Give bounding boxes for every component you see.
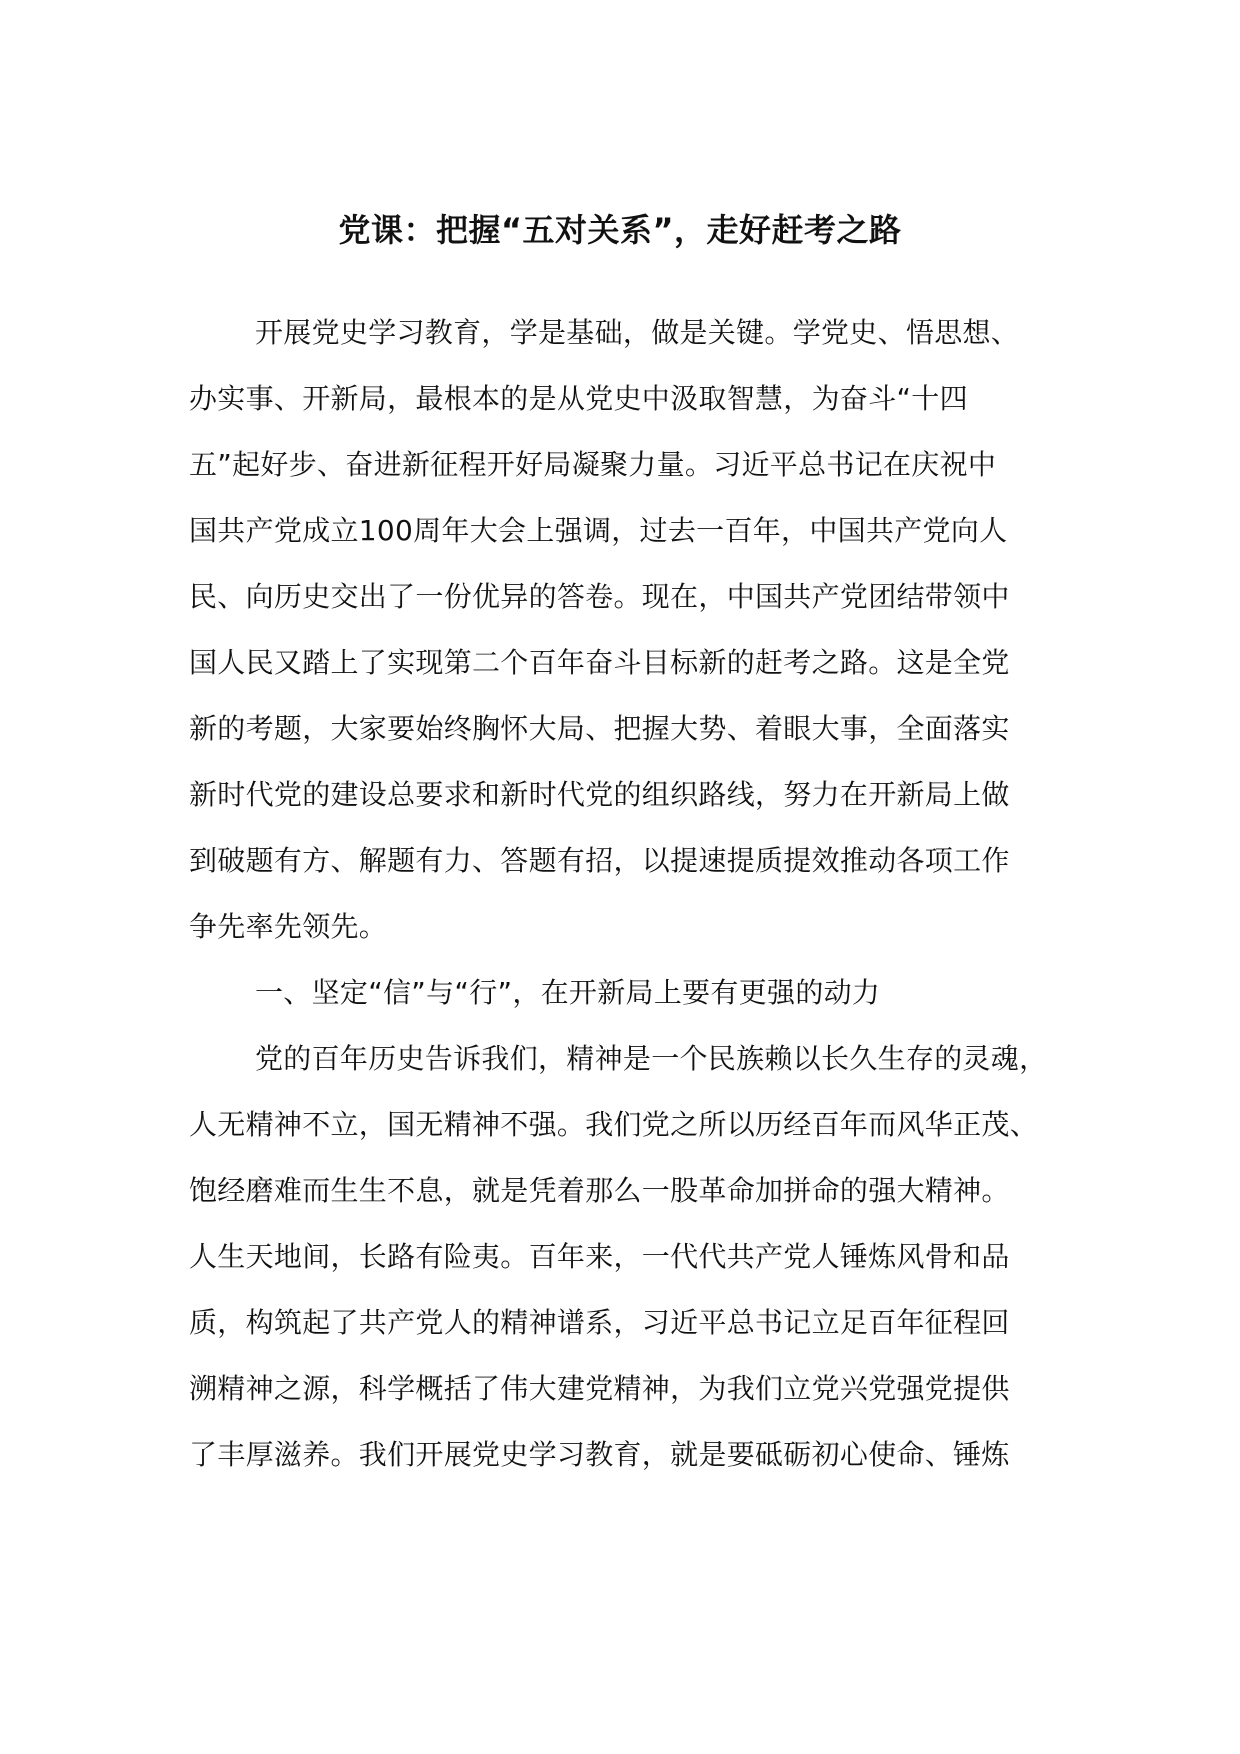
paragraph-1-line-2: 办实事、开新局，最根本的是从党史中汲取智慧，为奋斗“十四 [189,382,968,415]
paragraph-1-line-6: 国人民又踏上了实现第二个百年奋斗目标新的赶考之路。这是全党 [189,646,1010,679]
section-heading-1: 一、坚定“信”与“行”，在开新局上要有更强的动力 [255,976,881,1009]
document-body [189,300,1069,1488]
paragraph-2-line-1: 党的百年历史告诉我们，精神是一个民族赖以长久生存的灵魂， [255,1042,1048,1075]
paragraph-2-line-4: 人生天地间，长路有险夷。百年来，一代代共产党人锤炼风骨和品 [189,1240,1010,1273]
paragraph-1-line-8: 新时代党的建设总要求和新时代党的组织路线，努力在开新局上做 [189,778,1010,811]
paragraph-2-line-5: 质，构筑起了共产党人的精神谱系，习近平总书记立足百年征程回 [189,1306,1010,1339]
paragraph-2-line-6: 溯精神之源，科学概括了伟大建党精神，为我们立党兴党强党提供 [189,1372,1010,1405]
paragraph-2-line-3: 饱经磨难而生生不息，就是凭着那么一股革命加拼命的强大精神。 [189,1174,1010,1207]
paragraph-1-line-1: 开展党史学习教育，学是基础，做是关键。学党史、悟思想、 [255,316,1020,349]
paragraph-1-line-5: 民、向历史交出了一份优异的答卷。现在，中国共产党团结带领中 [189,580,1010,613]
paragraph-1-line-7: 新的考题，大家要始终胸怀大局、把握大势、着眼大事，全面落实 [189,712,1010,745]
paragraph-1-line-10: 争先率先领先。 [189,910,388,943]
document-title: 党课：把握“五对关系”，走好赶考之路 [338,211,902,249]
paragraph-1-line-9: 到破题有方、解题有力、答题有招，以提速提质提效推动各项工作 [189,844,1010,877]
paragraph-2-line-7: 了丰厚滋养。我们开展党史学习教育，就是要砥砺初心使命、锤炼 [189,1438,1010,1471]
paragraph-2-line-2: 人无精神不立，国无精神不强。我们党之所以历经百年而风华正茂、 [189,1108,1039,1141]
paragraph-1-line-4: 国共产党成立100周年大会上强调，过去一百年，中国共产党向人 [189,514,1008,547]
paragraph-1-line-3: 五”起好步、奋进新征程开好局凝聚力量。习近平总书记在庆祝中 [189,448,997,481]
